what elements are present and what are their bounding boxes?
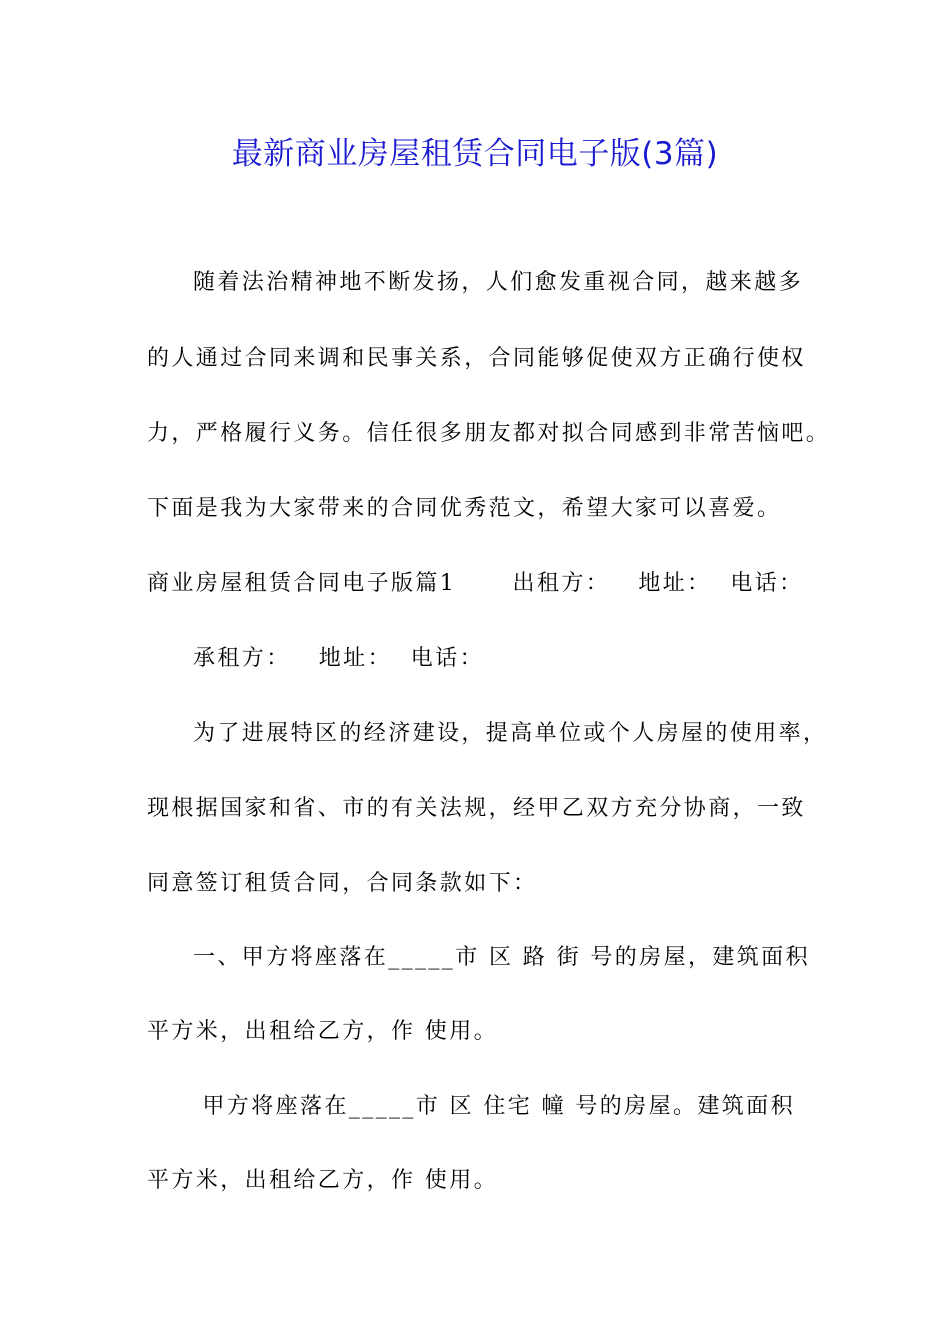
paragraph-line-8: 现根据国家和省、市的有关法规，经甲乙双方充分协商，一致 [147, 796, 806, 821]
lessee-line: 承租方： 地址： 电话： [193, 646, 484, 671]
section-heading-line: 商业房屋租赁合同电子版篇1 出租方： 地址： 电话： [147, 571, 804, 596]
paragraph-line-2: 的人通过合同来调和民事关系，合同能够促使双方正确行使权 [147, 346, 806, 371]
paragraph-line-7: 为了进展特区的经济建设，提高单位或个人房屋的使用率， [193, 721, 828, 746]
clause-1b-line-1: 甲方将座落在_____市 区 住宅 幢 号的房屋。建筑面积 [193, 1094, 795, 1119]
paragraph-line-1: 随着法治精神地不断发扬，人们愈发重视合同，越来越多 [193, 270, 804, 295]
paragraph-line-3: 力，严格履行义务。信任很多朋友都对拟合同感到非常苦恼吧。 [147, 421, 831, 446]
paragraph-line-4: 下面是我为大家带来的合同优秀范文，希望大家可以喜爱。 [147, 496, 782, 521]
paragraph-line-9: 同意签订租赁合同，合同条款如下： [147, 871, 538, 896]
clause-1b-line-2: 平方米，出租给乙方，作 使用。 [147, 1168, 498, 1193]
clause-1-line-1: 一、甲方将座落在_____市 区 路 街 号的房屋，建筑面积 [193, 945, 810, 970]
document-title: 最新商业房屋租赁合同电子版(3篇) [231, 136, 719, 172]
clause-1-line-2: 平方米，出租给乙方，作 使用。 [147, 1019, 498, 1044]
